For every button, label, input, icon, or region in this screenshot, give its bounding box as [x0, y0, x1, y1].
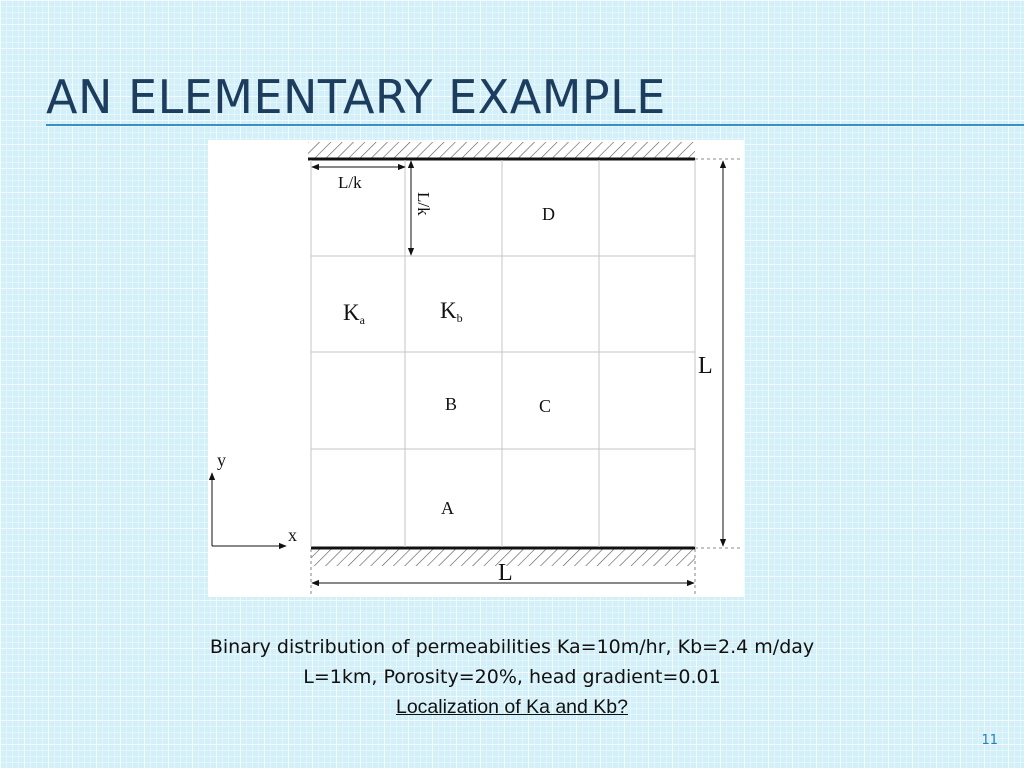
cell-label-ka: Ka	[343, 300, 365, 327]
dim-height-label: L	[698, 353, 713, 379]
slide-title: AN ELEMENTARY EXAMPLE	[46, 70, 666, 124]
caption-question: Localization of Ka and Kb?	[395, 696, 628, 718]
axis-y-label: y	[217, 450, 226, 470]
cell-label-b: B	[445, 394, 458, 414]
top-wall-hatch	[308, 142, 695, 159]
axis-x-label: x	[288, 525, 297, 545]
grid-diagram-svg	[208, 140, 744, 597]
grid-diagram	[208, 140, 744, 597]
dim-cell-vertical-label: L/k	[414, 192, 433, 216]
title-underline	[46, 124, 1024, 126]
dim-width-label: L	[498, 560, 513, 586]
caption-line-2: L=1km, Porosity=20%, head gradient=0.01	[303, 666, 721, 688]
page-number: 11	[981, 733, 998, 748]
cell-label-c: C	[539, 396, 552, 416]
caption	[0, 632, 1024, 722]
grid-lines	[311, 160, 695, 547]
extension-lines	[311, 159, 743, 596]
dim-cell-horizontal-label: L/k	[338, 173, 362, 192]
cell-label-a: A	[441, 498, 454, 518]
caption-line-1: Binary distribution of permeabilities Ka=10m/hr, Kb=2.4 m/day	[209, 636, 815, 658]
cell-label-d: D	[542, 204, 555, 224]
cell-label-kb: Kb	[440, 298, 463, 325]
